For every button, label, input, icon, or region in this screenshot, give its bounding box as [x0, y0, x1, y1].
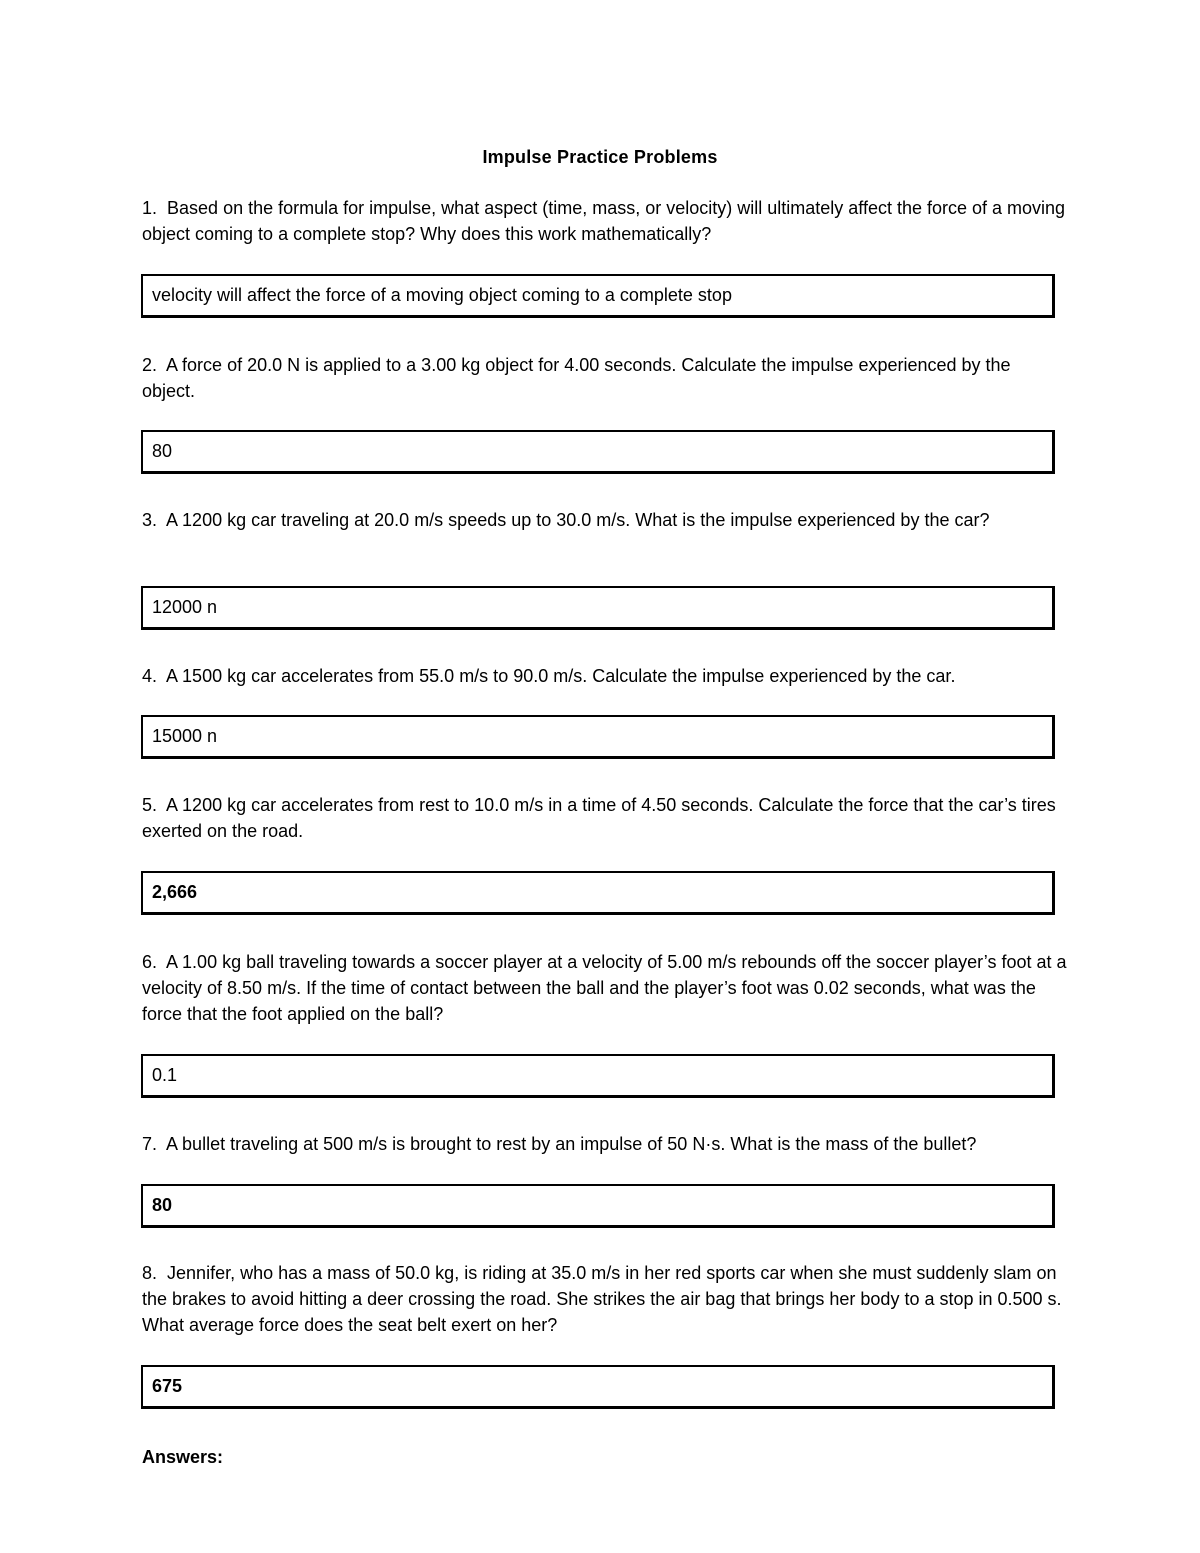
- answer-text: 15000 n: [152, 726, 218, 746]
- question-number: 3.: [142, 510, 163, 530]
- answer-text: 80: [152, 1195, 173, 1215]
- question-text: Based on the formula for impulse, what aspect (time, mass, or velocity) will ultimately affect the force of a moving object coming to a complete stop? Why does this work mathematically?: [142, 198, 1066, 244]
- question-3: [142, 507, 1067, 533]
- answer-text: 2,666: [152, 882, 198, 902]
- answer-field-3[interactable]: [141, 586, 1055, 630]
- answer-field-1[interactable]: [141, 274, 1055, 318]
- question-number: 8.: [142, 1263, 163, 1283]
- question-number: 2.: [142, 355, 163, 375]
- question-number: 7.: [142, 1134, 163, 1154]
- question-5: [142, 792, 1067, 844]
- answer-field-8[interactable]: [141, 1365, 1055, 1409]
- answer-field-5[interactable]: [141, 871, 1055, 915]
- answer-text: 12000 n: [152, 597, 218, 617]
- question-4: [142, 663, 1067, 689]
- question-text: A 1.00 kg ball traveling towards a soccer player at a velocity of 5.00 m/s rebounds off the soccer player’s foot at a velocity of 8.50 m/s. If the time of contact between the ball and the player’s foot was 0.02 seconds, what was the force that the foot applied on the ball?: [142, 952, 1067, 1024]
- answers-label: Answers:: [142, 1447, 224, 1467]
- question-number: 4.: [142, 666, 163, 686]
- answer-text: 80: [152, 441, 173, 461]
- answer-field-6[interactable]: [141, 1054, 1055, 1098]
- question-number: 1.: [142, 198, 163, 218]
- question-2: [142, 352, 1067, 404]
- question-1: [142, 195, 1067, 247]
- question-text: Jennifer, who has a mass of 50.0 kg, is riding at 35.0 m/s in her red sports car when she must suddenly slam on the brakes to avoid hitting a deer crossing the road. She strikes the air bag that brings her body to a stop in 0.500 s. What average force does the seat belt exert on her?: [142, 1263, 1062, 1335]
- question-text: A force of 20.0 N is applied to a 3.00 kg object for 4.00 seconds. Calculate the impulse experienced by the object.: [142, 355, 1011, 401]
- answer-text: 0.1: [152, 1065, 178, 1085]
- question-number: 6.: [142, 952, 163, 972]
- answer-field-7[interactable]: [141, 1184, 1055, 1228]
- question-text: A 1500 kg car accelerates from 55.0 m/s to 90.0 m/s. Calculate the impulse experienced by the car.: [166, 666, 956, 686]
- question-8: [142, 1260, 1067, 1338]
- answer-field-2[interactable]: [141, 430, 1055, 474]
- answer-text: velocity will affect the force of a moving object coming to a complete stop: [152, 285, 732, 305]
- question-7: [142, 1131, 1067, 1157]
- question-text: A 1200 kg car traveling at 20.0 m/s speeds up to 30.0 m/s. What is the impulse experienced by the car?: [166, 510, 990, 530]
- question-text: A 1200 kg car accelerates from rest to 10.0 m/s in a time of 4.50 seconds. Calculate the force that the car’s tires exerted on the road.: [142, 795, 1056, 841]
- question-number: 5.: [142, 795, 163, 815]
- answer-text: 675: [152, 1376, 183, 1396]
- answer-field-4[interactable]: [141, 715, 1055, 759]
- page-title: Impulse Practice Problems: [482, 147, 718, 167]
- question-text: A bullet traveling at 500 m/s is brought to rest by an impulse of 50 N·s. What is the mass of the bullet?: [166, 1134, 977, 1154]
- question-6: [142, 949, 1067, 1027]
